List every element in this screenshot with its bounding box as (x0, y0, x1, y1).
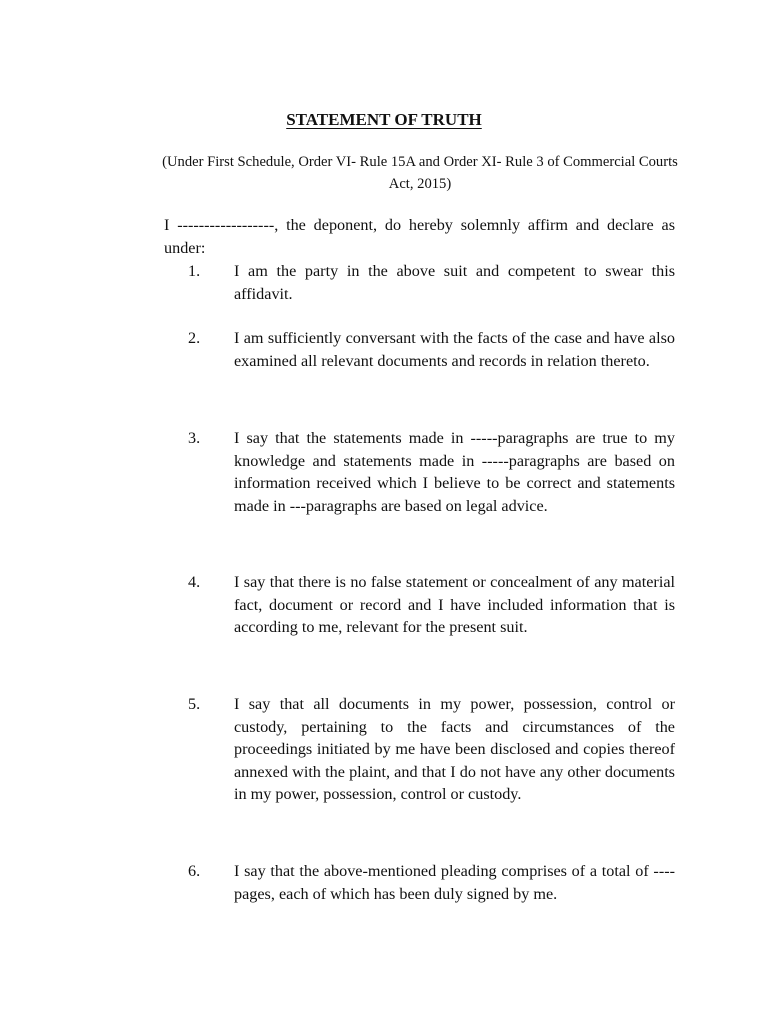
list-item-text: I say that there is no false statement or concealment of any material fact, document or record and I have included information that is according to me, relevant for the present suit. (234, 573, 675, 636)
intro-paragraph: I ------------------, the deponent, do hereby solemnly affirm and declare as under: (164, 216, 675, 257)
list-item-text: I say that all documents in my power, possession, control or custody, pertaining to the facts and circumstances of the proceedings initiated by me have been disclosed and copies thereof annexed with the plaint, and that I do not have any other documents in my power, possession, control or custody. (234, 695, 675, 803)
list-item-number: 6. (188, 862, 201, 880)
list-item (164, 427, 675, 517)
list-item (164, 327, 675, 372)
list-item-text: I say that the statements made in -----paragraphs are true to my knowledge and statements made in -----paragraphs are based on information received which I believe to be correct and statements made in ---paragraphs are based on legal advice. (234, 429, 675, 515)
document-subtitle: (Under First Schedule, Order VI- Rule 15A and Order XI- Rule 3 of Commercial Courts Act, 2015) (162, 154, 678, 192)
document-title: STATEMENT OF TRUTH (286, 110, 482, 129)
list-item-text: I say that the above-mentioned pleading comprises of a total of ---- pages, each of which has been duly signed by me. (234, 862, 675, 903)
list-item-number: 4. (188, 573, 201, 591)
list-item (164, 260, 675, 305)
list-item (164, 693, 675, 806)
list-item-number: 3. (188, 429, 201, 447)
list-item-number: 1. (188, 262, 201, 280)
list-item (164, 860, 675, 905)
list-item-text: I am the party in the above suit and competent to swear this affidavit. (234, 262, 675, 303)
list-item-number: 5. (188, 695, 201, 713)
list-item-text: I am sufficiently conversant with the facts of the case and have also examined all relevant documents and records in relation thereto. (234, 329, 675, 370)
list-item-number: 2. (188, 329, 201, 347)
list-item (164, 571, 675, 639)
